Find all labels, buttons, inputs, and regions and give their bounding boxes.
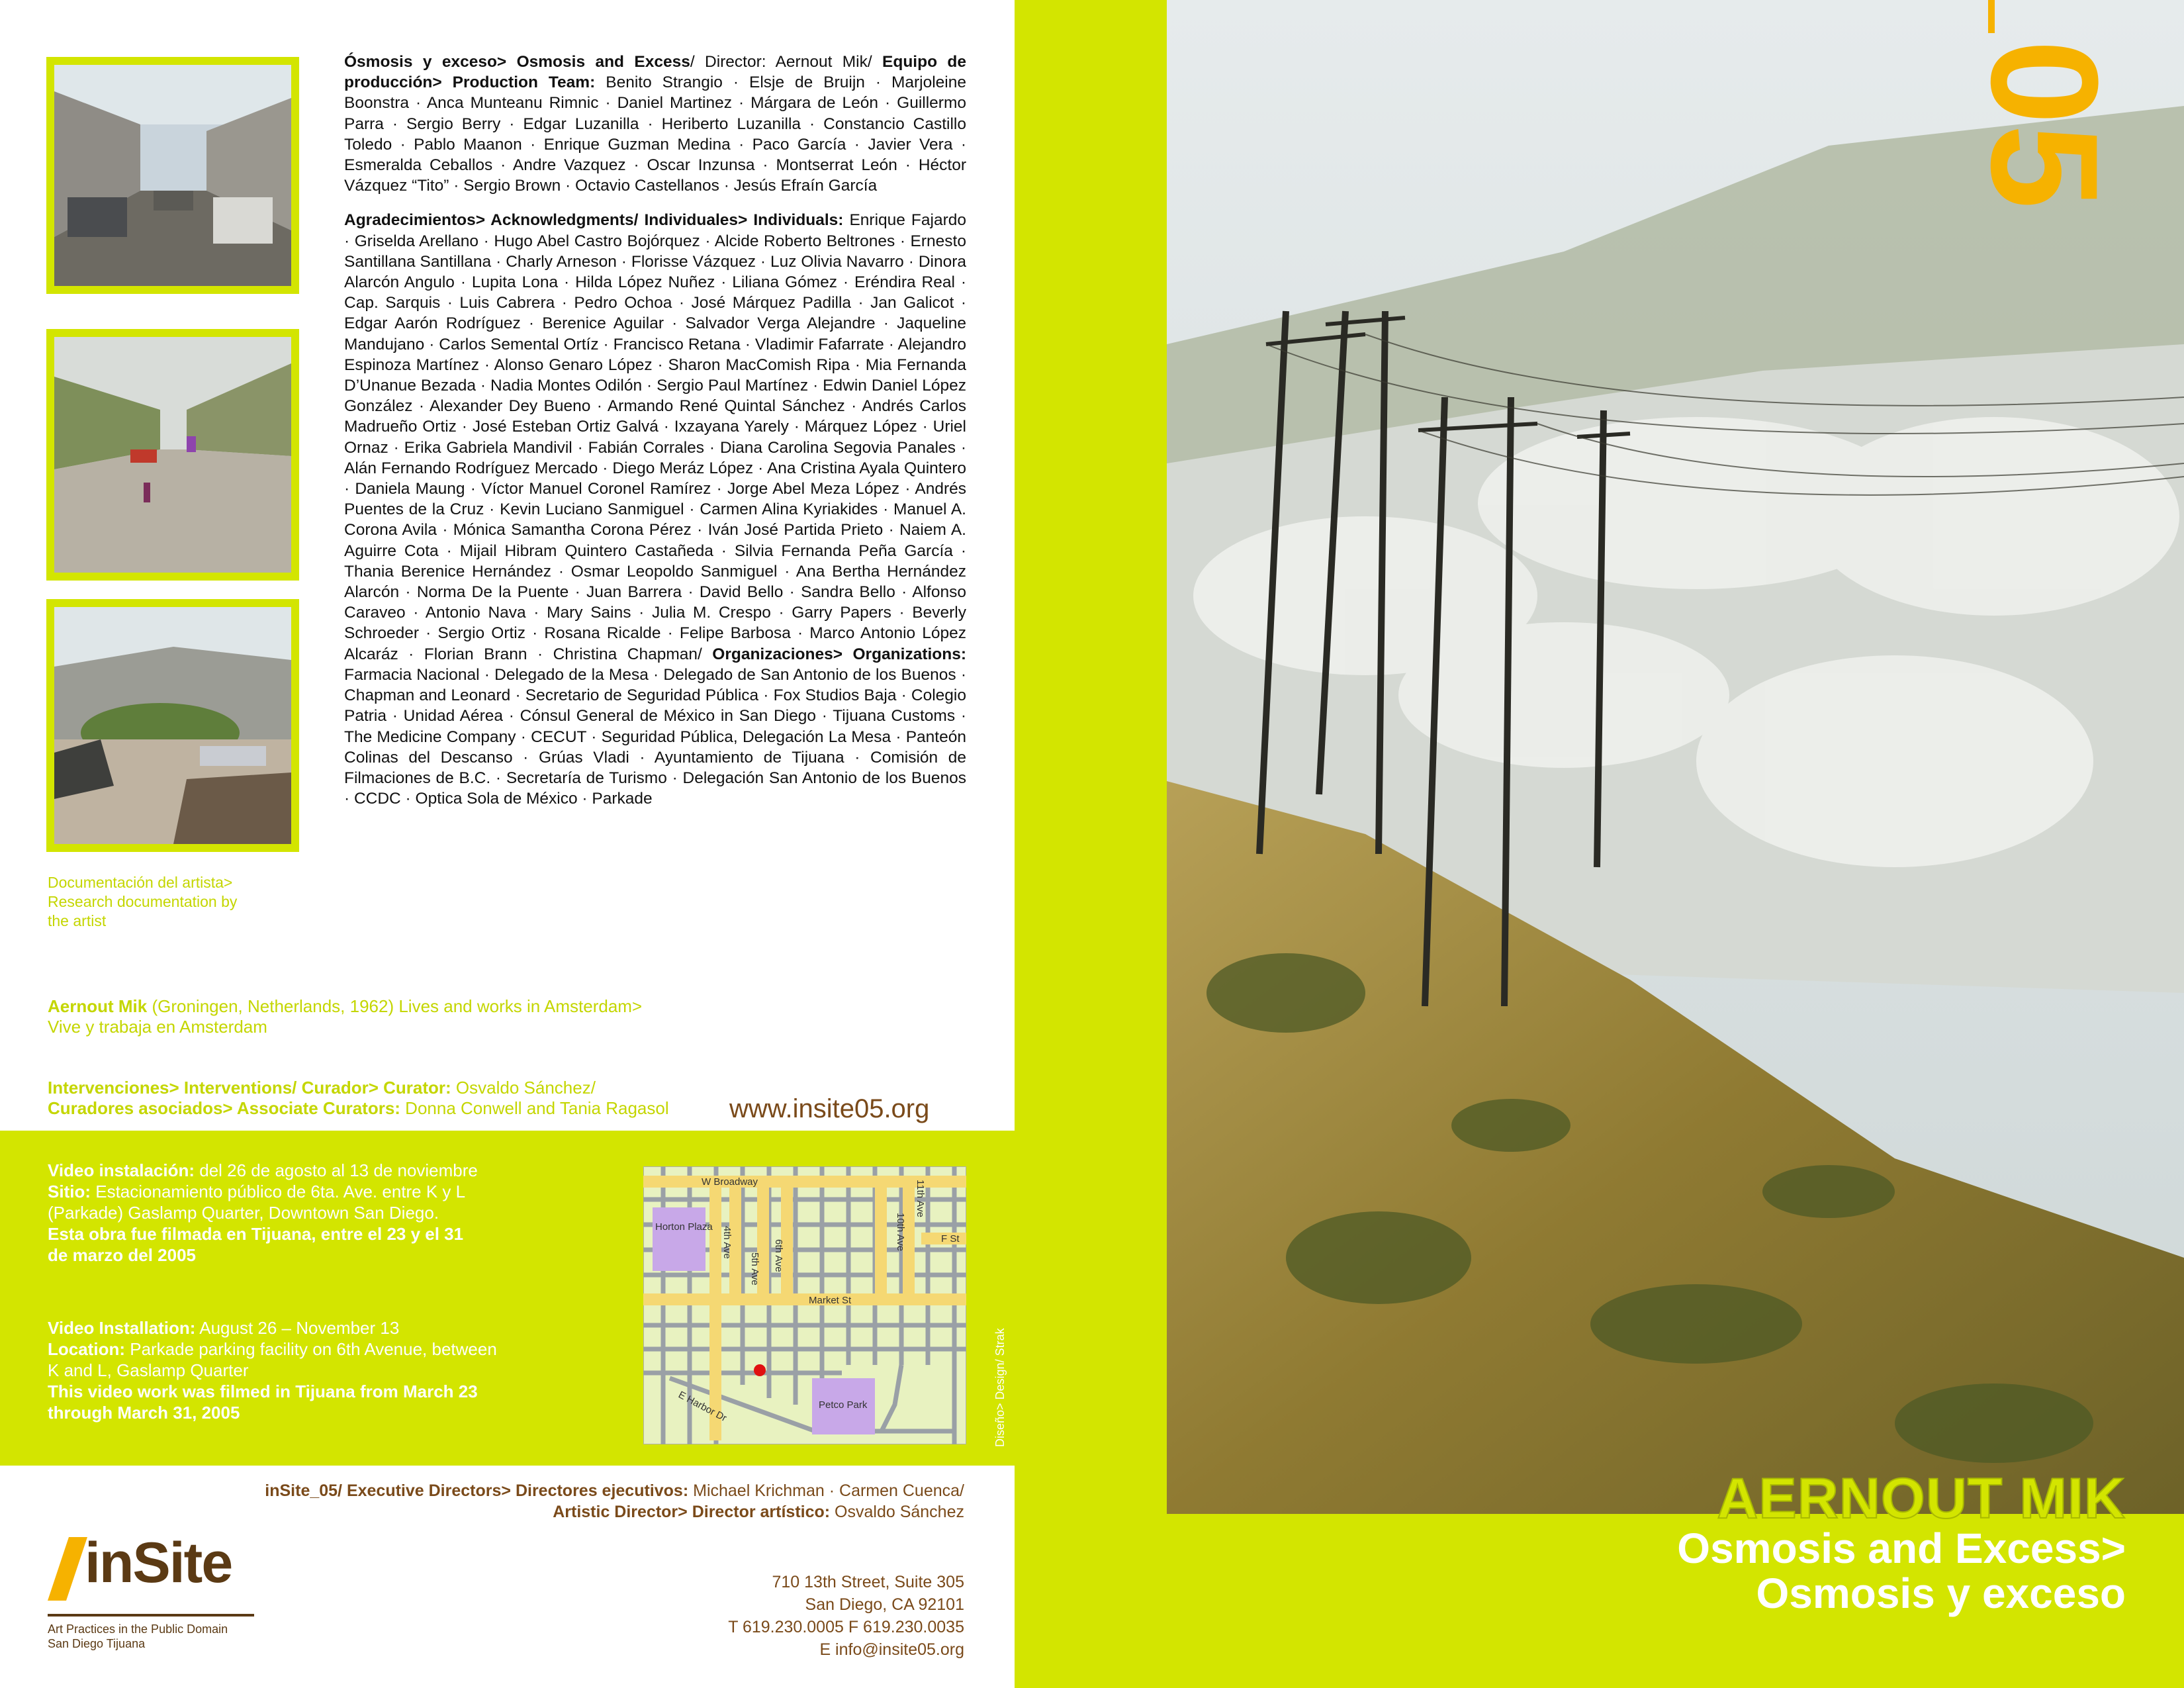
acknowledgments-credits: Agradecimientos> Acknowledgments/ Individuales> Individuals: Enrique Fajardo · Griselda Arellano · Hugo Abel Castro Bojórquez · Alcide Roberto Beltrones · Ernesto Santillana Santillana · Charly Arneson · Florisse Vázquez · Luz Olivia Navarro · Dinora Alarcón Angulo · Lupita Lona · Hilda López Nuñez · Liliana Gómez · Eréndira Real · Cap. Sarquis · Luis Cabrera · Pedro Ochoa · José Márquez Padilla · Jan Galicot · Edgar Aarón Rodríguez · Berenice Aguilar · Salvador Verga Alejandre · Jaqueline Mandujano · Carlos Semental Ortíz · Francisco Retana · Vladimir Fafarrate · Alejandro Espinoza Martínez · Alonso Genaro López · Sharon MacComish Ripa · Mia Fernanda D’Unanue Bezada · Nadia Montes Odilón · Sergio Paul Martínez · Edwin Daniel López González · Alexander Dey Bueno · Armando René Quintal Sánchez · Andrés Carlos Madrueño Ortiz · José Esteban Ortiz Galvá · Ixzayana Yarely · Márquez López · Uriel Ornaz · Erika Gabriela Mandivil · Fabián Corrales · Diana Carolina Segovia Panales · Alán Fernando Rodríguez Mercado · Diego Meráz López · Ana Cristina Ayala Quintero · Daniela Maung · Víctor Manuel Coronel Ramírez · Jorge Abel Meza López · Andrés Puentes de la Cruz · Kevin Luciano Sanmiguel · Carmen Alina Kyriakides · Manuel A. Corona Avila · Mónica Samantha Corona Pérez · Iván José Partida Prieto · Naiem A. Aguirre Cota · Mijail Hibram Quintero Castañeda · Silvia Fernanda Peña García · Thania Berenice Hernández · Osmar Leopoldo Sanmiguel · Ana Bertha Hernández Alarcón · Norma De la Puente · Juan Barrera · David Bello · Sandra Bello · Alfonso Caraveo · Antonio Nava · Mary Sains · Julia M. Crespo · Garry Papers · Beverly Schroeder · Sergio Ortiz · Rosana Ricalde · Felipe Barbosa · Marco Antonio López Alcaráz · Florian Brann · Christina Chapman/ Organizaciones> Organizations: Farmacia Nacional · Delegado de la Mesa · Delegado de San Antonio de los Buenos · Chapman and Leonard · Secretario de Seguridad Pública · Fox Studios Baja · Colegio Patria · Unidad Aérea · Cónsul General de México in San Diego · Tijuana Customs · The Medicine Company · CECUT · Seguridad Pública, Delegación La Mesa · Panteón Colinas del Descanso · Grúas Vladi · Ayuntamiento de Tijuana · Comisión de Filmaciones de B.C. · Secretaría de Turismo · Delegación San Antonio de los Buenos · CCDC · Optica Sola de México · Parkade	[344, 211, 966, 808]
photo-junk-hill	[46, 599, 299, 852]
svg-text:05: 05	[1960, 40, 2130, 209]
spanish-venue-info: Video instalación: del 26 de agosto al 13 de noviembre Sitio: Estacionamiento público de 6ta. Ave. entre K y L (Parkade) Gaslamp Quarter, Downtown San Diego. Esta obra fue filmada en Tijuana, entre el 23 y el 31 de marzo del 2005	[48, 1160, 478, 1265]
contact-address: 710 13th Street, Suite 305 San Diego, CA 92101 T 619.230.0005 F 619.230.0035 E info@insite05.org	[728, 1571, 964, 1661]
photo-caption: Documentación del artista> Research documentation by the artist	[48, 874, 238, 929]
photo-junkyard-street	[46, 57, 299, 294]
svg-text:Diseño> Design/ Strak: Diseño> Design/ Strak	[993, 1328, 1007, 1447]
production-credits: Ósmosis y exceso> Osmosis and Excess/ Director: Aernout Mik/ Equipo de producción> Production Team: Benito Strangio · Elsje de Bruijn · Marjoleine Boonstra · Anca Munteanu Rimnic · Daniel Martinez · Márgara de León · Guillermo Parra · Sergio Berry · Edgar Luzanilla · Heriberto Luzanilla · Constancio Castillo Toledo · Pablo Maanon · Enrique Guzman Medina · Paco García · Javier Vera · Esmeralda Ceballos · Andre Vazquez · Oscar Inzunsa · Montserrat León · Héctor Vázquez “Tito” · Sergio Brown · Octavio Castellanos · Jesús Efraín García	[344, 53, 967, 195]
map-ave-6th: 6th Ave	[773, 1239, 784, 1272]
website-link[interactable]: www.insite05.org	[729, 1094, 930, 1123]
english-venue-info: Video Installation: August 26 – November 13 Location: Parkade parking facility on 6th Avenue, between K and L, Gaslamp Quarter This video work was filmed in Tijuana from March 23 through March 31, 2005	[48, 1318, 497, 1423]
email-link[interactable]: E info@insite05.org	[819, 1640, 964, 1659]
photo-dirt-road	[46, 329, 299, 581]
map-ave-4th: 4th Ave	[721, 1226, 733, 1259]
map-ave-10th: 10th Ave	[895, 1213, 906, 1252]
insite-logo-slash	[48, 1537, 87, 1601]
map-street-market: Market St	[809, 1295, 852, 1306]
design-credit	[989, 1317, 1009, 1450]
map-place-petco: Petco Park	[819, 1399, 868, 1411]
interventions-credits: Intervenciones> Interventions/ Curador> Curator: Osvaldo Sánchez/ Curadores asociados> Associate Curators: Donna Conwell and Tania Ragasol	[48, 1078, 669, 1118]
logo-rule	[48, 1614, 254, 1617]
insite-logo: inSite	[85, 1531, 232, 1595]
map-street-f: F St	[941, 1233, 960, 1244]
map-ave-11th: 11th Ave	[915, 1180, 926, 1217]
cover-title-es: Osmosis y exceso	[1756, 1570, 2126, 1617]
cover-artist-name: AERNOUT MIK	[1717, 1467, 2126, 1530]
credits-text	[344, 52, 966, 823]
executive-directors: inSite_05/ Executive Directors> Directores ejecutivos: Michael Krichman · Carmen Cuenca/ Artistic Director> Director artístico: Osvaldo Sánchez	[265, 1481, 964, 1521]
map-ave-5th: 5th Ave	[749, 1252, 760, 1286]
edition-number	[1952, 26, 2158, 232]
map-street-w-broadway: W Broadway	[702, 1176, 758, 1188]
logo-tagline: Art Practices in the Public Domain San Diego Tijuana	[48, 1622, 228, 1650]
cover-title-en: Osmosis and Excess>	[1677, 1524, 2126, 1572]
edition-number-rule	[1988, 0, 1995, 33]
map-street-harbor: E Harbor Dr	[676, 1389, 729, 1425]
map-place-horton: Horton Plaza	[655, 1221, 713, 1233]
location-map	[643, 1166, 966, 1444]
artist-bio: Aernout Mik (Groningen, Netherlands, 1962) Lives and works in Amsterdam> Vive y trabaja en Amsterdam	[48, 996, 643, 1037]
